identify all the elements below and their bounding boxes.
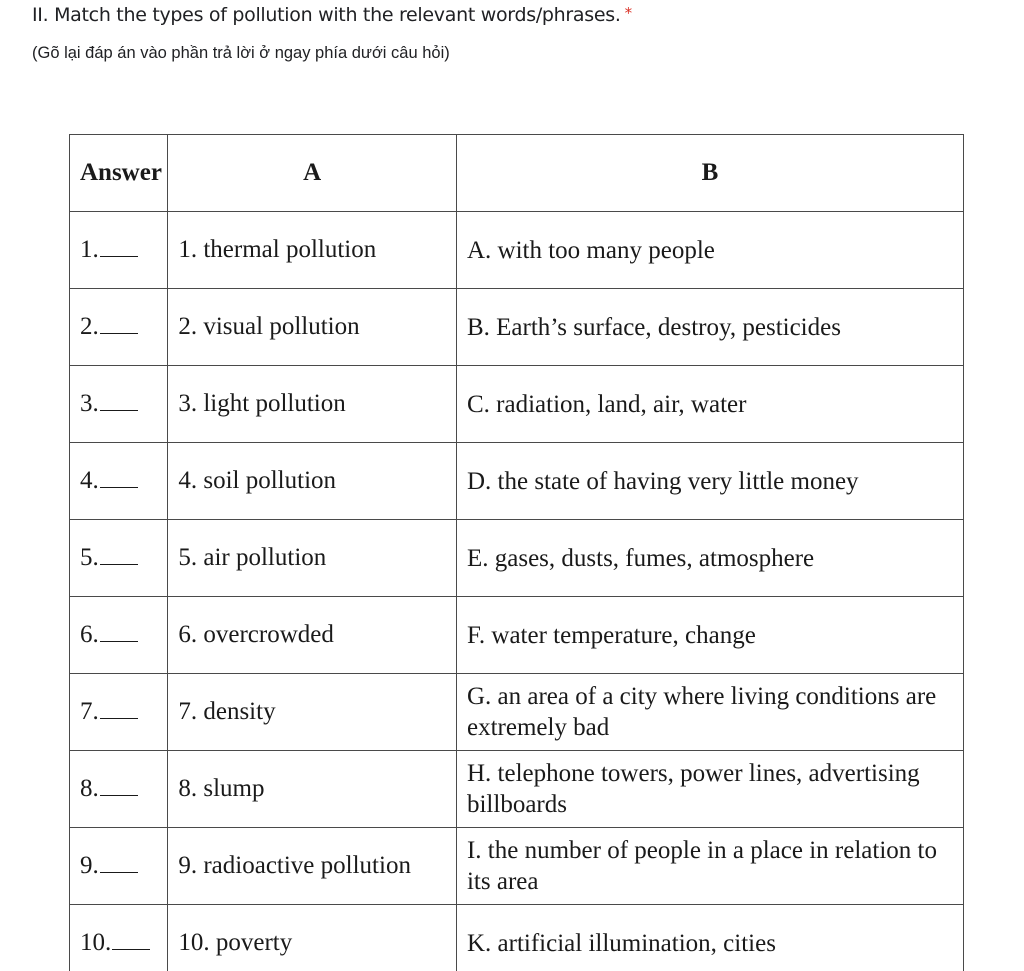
column-b-cell <box>456 674 963 751</box>
answer-number: 4. <box>80 467 99 494</box>
answer-blank <box>100 621 138 642</box>
column-b-text: A. with too many people <box>466 236 715 264</box>
answer-cell <box>70 520 168 597</box>
column-b-cell <box>456 520 963 597</box>
answer-blank <box>100 313 138 334</box>
table-row <box>70 443 964 520</box>
answer-number: 6. <box>80 621 99 648</box>
answer-blank <box>100 852 138 873</box>
column-b-text: E. gases, dusts, fumes, atmosphere <box>466 544 815 572</box>
column-a-cell: 8. slump <box>168 751 457 828</box>
table-row <box>70 597 964 674</box>
table-row <box>70 520 964 597</box>
answer-blank <box>100 236 138 257</box>
column-b-text: K. artificial illumination, cities <box>466 929 776 957</box>
column-a-cell: 1. thermal pollution <box>168 212 457 289</box>
answer-blank <box>100 467 138 488</box>
question-image <box>69 134 964 971</box>
table-header-row <box>70 135 964 212</box>
answer-cell <box>70 674 168 751</box>
column-b-text: D. the state of having very little money <box>466 467 859 495</box>
answer-cell <box>70 443 168 520</box>
answer-number: 5. <box>80 544 99 571</box>
answer-cell <box>70 597 168 674</box>
table-row <box>70 289 964 366</box>
column-a-cell: 2. visual pollution <box>168 289 457 366</box>
answer-number: 10. <box>80 929 112 956</box>
column-b-cell <box>456 597 963 674</box>
answer-cell <box>70 828 168 905</box>
column-b-text: B. Earth’s surface, destroy, pesticides <box>466 313 841 341</box>
answer-number: 2. <box>80 313 99 340</box>
answer-blank <box>100 775 138 796</box>
column-a-cell: 5. air pollution <box>168 520 457 597</box>
answer-blank <box>112 929 150 950</box>
question-title <box>32 4 632 26</box>
answer-blank <box>100 544 138 565</box>
column-b-text: I. the number of people in a place in relation to its area <box>466 837 937 895</box>
answer-cell <box>70 366 168 443</box>
header-a: A <box>168 135 457 212</box>
table-row <box>70 751 964 828</box>
answer-number: 8. <box>80 775 99 802</box>
column-a-cell: 6. overcrowded <box>168 597 457 674</box>
table-row <box>70 905 964 971</box>
header-b: B <box>456 135 963 212</box>
column-b-text: H. telephone towers, power lines, advertising billboards <box>466 760 920 818</box>
question-title-text: II. Match the types of pollution with the relevant words/phrases. <box>32 4 621 26</box>
column-a-cell: 9. radioactive pollution <box>168 828 457 905</box>
answer-number: 7. <box>80 698 99 725</box>
column-b-text: F. water temperature, change <box>466 621 756 649</box>
answer-cell <box>70 905 168 971</box>
required-marker: * <box>624 4 632 22</box>
column-b-text: G. an area of a city where living conditions are extremely bad <box>466 683 937 741</box>
column-a-cell: 3. light pollution <box>168 366 457 443</box>
column-b-cell <box>456 366 963 443</box>
table-row <box>70 828 964 905</box>
answer-number: 1. <box>80 236 99 263</box>
answer-number: 9. <box>80 852 99 879</box>
column-b-cell <box>456 289 963 366</box>
table-row <box>70 212 964 289</box>
answer-cell <box>70 289 168 366</box>
header-answer: Answer <box>70 135 168 212</box>
column-a-cell: 7. density <box>168 674 457 751</box>
column-b-cell <box>456 751 963 828</box>
column-b-cell <box>456 905 963 971</box>
answer-blank <box>100 390 138 411</box>
column-a-cell: 10. poverty <box>168 905 457 971</box>
answer-cell <box>70 751 168 828</box>
column-b-cell <box>456 212 963 289</box>
question-subtitle: (Gõ lại đáp án vào phần trả lời ở ngay phía dưới câu hỏi) <box>32 44 450 62</box>
column-b-cell <box>456 443 963 520</box>
table-row <box>70 674 964 751</box>
answer-blank <box>100 698 138 719</box>
answer-cell <box>70 212 168 289</box>
column-b-cell <box>456 828 963 905</box>
column-a-cell: 4. soil pollution <box>168 443 457 520</box>
answer-number: 3. <box>80 390 99 417</box>
table-row <box>70 366 964 443</box>
matching-table <box>69 134 964 971</box>
column-b-text: C. radiation, land, air, water <box>466 390 747 418</box>
